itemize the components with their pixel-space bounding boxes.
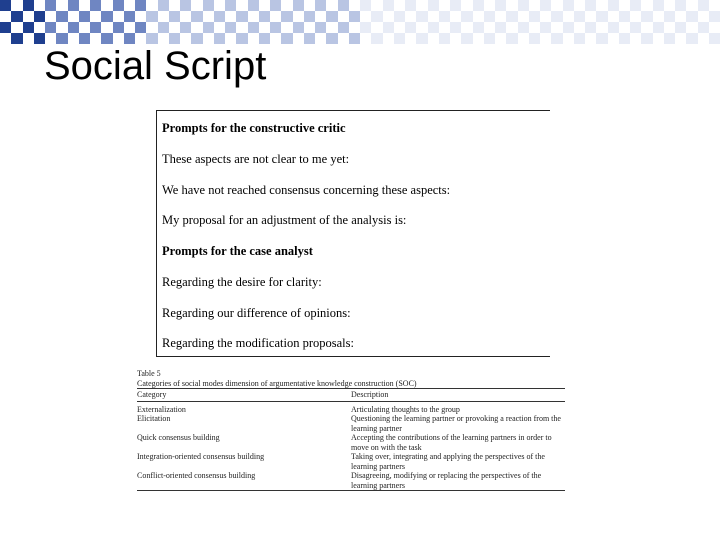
slide-title: Social Script [44, 44, 267, 88]
checker-cell [79, 22, 90, 33]
checker-cell [686, 0, 697, 11]
checker-cell [293, 0, 304, 11]
checker-cell [79, 11, 90, 22]
checker-cell [383, 33, 394, 44]
checker-cell [214, 11, 225, 22]
checker-cell [248, 0, 259, 11]
checker-cell [506, 0, 517, 11]
checker-cell [675, 33, 686, 44]
checker-cell [529, 0, 540, 11]
checker-cell [383, 22, 394, 33]
checker-cell [439, 11, 450, 22]
row-description: Disagreeing, modifying or replacing the perspectives of the learning partners [351, 471, 542, 490]
header-description: Description [351, 390, 389, 399]
checker-cell [574, 33, 585, 44]
checker-cell [180, 11, 191, 22]
checker-cell [709, 22, 720, 33]
checker-cell [518, 22, 529, 33]
checker-cell [349, 33, 360, 44]
checker-cell [11, 0, 22, 11]
checker-cell [56, 22, 67, 33]
table-row [137, 414, 565, 433]
checker-cell [326, 33, 337, 44]
checker-cell [124, 22, 135, 33]
prompt-line: We have not reached consensus concerning these aspects: [162, 183, 451, 197]
checker-cell [416, 0, 427, 11]
checker-cell [450, 0, 461, 11]
checker-cell [394, 33, 405, 44]
checker-cell [304, 22, 315, 33]
checker-cell [45, 22, 56, 33]
checker-cell [203, 22, 214, 33]
checker-cell [0, 0, 11, 11]
checker-cell [473, 0, 484, 11]
checker-cell [540, 0, 551, 11]
checker-cell [495, 11, 506, 22]
checker-cell [293, 33, 304, 44]
checker-cell [225, 11, 236, 22]
checker-cell [450, 33, 461, 44]
checker-cell [0, 11, 11, 22]
checker-cell [416, 22, 427, 33]
checker-cell [698, 22, 709, 33]
checker-cell [180, 22, 191, 33]
checker-cell [619, 33, 630, 44]
checker-cell [506, 22, 517, 33]
prompt-heading: Prompts for the constructive critic [162, 121, 346, 135]
checker-cell [563, 33, 574, 44]
checker-cell [551, 0, 562, 11]
checker-cell [68, 11, 79, 22]
row-category: Elicitation [137, 414, 171, 423]
checker-cell [461, 11, 472, 22]
checker-cell [349, 22, 360, 33]
checker-cell [169, 11, 180, 22]
checker-cell [248, 11, 259, 22]
checker-cell [563, 11, 574, 22]
table-bottom-rule [137, 490, 565, 491]
checker-cell [428, 22, 439, 33]
checker-cell [45, 11, 56, 22]
checker-cell [653, 22, 664, 33]
checker-cell [236, 22, 247, 33]
checker-cell [641, 22, 652, 33]
checker-cell [113, 11, 124, 22]
checker-cell [236, 0, 247, 11]
checker-cell [23, 0, 34, 11]
checker-cell [439, 22, 450, 33]
checker-cell [641, 33, 652, 44]
checker-cell [450, 11, 461, 22]
checker-cell [338, 33, 349, 44]
checker-cell [405, 22, 416, 33]
checker-cell [34, 22, 45, 33]
checker-cell [675, 22, 686, 33]
checker-cell [371, 22, 382, 33]
checker-cell [473, 22, 484, 33]
row-description: Articulating thoughts to the group [351, 404, 460, 414]
checker-cell [304, 33, 315, 44]
checker-cell [56, 11, 67, 22]
checker-cell [461, 0, 472, 11]
checker-cell [428, 11, 439, 22]
checker-cell [281, 0, 292, 11]
checker-cell [518, 0, 529, 11]
prompt-box [156, 110, 550, 357]
checker-cell [11, 22, 22, 33]
checker-cell [608, 33, 619, 44]
checker-cell [416, 33, 427, 44]
checker-cell [349, 11, 360, 22]
checker-cell [439, 0, 450, 11]
checker-cell [506, 33, 517, 44]
checker-cell [90, 0, 101, 11]
table-row [137, 452, 565, 471]
checker-cell [641, 0, 652, 11]
checker-cell [630, 0, 641, 11]
checker-cell [608, 11, 619, 22]
checker-cell [653, 0, 664, 11]
checker-cell [664, 22, 675, 33]
table-row [137, 405, 565, 415]
checker-cell [529, 22, 540, 33]
row-category: Externalization [137, 404, 186, 414]
checker-cell [135, 22, 146, 33]
row-category: Quick consensus building [137, 433, 220, 442]
checker-cell [169, 22, 180, 33]
checker-cell [34, 11, 45, 22]
checker-cell [101, 0, 112, 11]
checker-cell [79, 0, 90, 11]
checker-cell [461, 22, 472, 33]
checker-cell [574, 22, 585, 33]
checker-cell [101, 22, 112, 33]
checker-cell [326, 22, 337, 33]
row-category: Conflict-oriented consensus building [137, 471, 256, 480]
checker-cell [158, 22, 169, 33]
checker-cell [473, 33, 484, 44]
prompt-line: Regarding the desire for clarity: [162, 275, 322, 289]
checker-cell [371, 0, 382, 11]
checker-cell [394, 22, 405, 33]
checker-cell [236, 11, 247, 22]
checker-cell [214, 0, 225, 11]
checker-cell [495, 33, 506, 44]
checker-cell [405, 33, 416, 44]
checker-cell [270, 33, 281, 44]
checker-cell [23, 11, 34, 22]
checker-cell [506, 11, 517, 22]
checker-cell [428, 0, 439, 11]
checker-cell [90, 11, 101, 22]
checker-cell [315, 0, 326, 11]
checker-cell [484, 33, 495, 44]
checker-cell [383, 0, 394, 11]
checker-cell [551, 33, 562, 44]
checker-cell [146, 22, 157, 33]
checker-cell [484, 0, 495, 11]
checker-cell [405, 0, 416, 11]
checker-cell [191, 22, 202, 33]
checker-cell [596, 0, 607, 11]
checker-cell [608, 22, 619, 33]
checker-cell [484, 11, 495, 22]
checker-cell [34, 0, 45, 11]
checker-cell [709, 33, 720, 44]
checker-cell [259, 0, 270, 11]
checker-cell [68, 0, 79, 11]
checker-cell [484, 22, 495, 33]
table-body [137, 402, 565, 491]
checker-cell [461, 33, 472, 44]
checker-cell [248, 22, 259, 33]
checker-cell [473, 11, 484, 22]
prompt-line: My proposal for an adjustment of the analysis is: [162, 213, 407, 227]
checker-cell [304, 0, 315, 11]
checker-cell [619, 22, 630, 33]
checker-cell [563, 22, 574, 33]
checker-cell [90, 22, 101, 33]
checker-cell [338, 22, 349, 33]
checker-cell [180, 0, 191, 11]
checker-cell [68, 22, 79, 33]
prompt-heading: Prompts for the case analyst [162, 244, 313, 258]
checker-cell [338, 0, 349, 11]
checker-cell [563, 0, 574, 11]
checker-cell [0, 33, 11, 44]
prompt-line: Regarding the modification proposals: [162, 336, 354, 350]
checker-cell [450, 22, 461, 33]
checker-cell [709, 11, 720, 22]
checker-cell [540, 11, 551, 22]
checker-cell [270, 22, 281, 33]
checker-cell [416, 11, 427, 22]
checker-cell [428, 33, 439, 44]
checker-cell [124, 0, 135, 11]
checker-cell [146, 11, 157, 22]
checker-cell [630, 33, 641, 44]
checker-cell [315, 11, 326, 22]
checker-cell [405, 11, 416, 22]
checker-cell [585, 0, 596, 11]
checker-cell [326, 0, 337, 11]
checker-cell [23, 22, 34, 33]
checker-cell [315, 33, 326, 44]
table-header-row [137, 389, 565, 401]
checker-cell [698, 33, 709, 44]
checker-cell [371, 33, 382, 44]
checker-cell [371, 11, 382, 22]
checker-cell [495, 22, 506, 33]
checker-cell [675, 0, 686, 11]
checker-cell [596, 33, 607, 44]
checker-cell [281, 11, 292, 22]
checker-cell [169, 0, 180, 11]
checker-cell [698, 0, 709, 11]
checker-cell [326, 11, 337, 22]
checker-cell [551, 11, 562, 22]
checker-cell [281, 33, 292, 44]
checker-cell [349, 0, 360, 11]
checker-cell [394, 0, 405, 11]
checker-cell [191, 11, 202, 22]
checker-cell [259, 11, 270, 22]
checker-cell [124, 11, 135, 22]
checker-cell [709, 0, 720, 11]
checker-cell [270, 0, 281, 11]
table-caption: Categories of social modes dimension of argumentative knowledge construction (SOC) [137, 378, 417, 388]
checker-cell [113, 22, 124, 33]
checker-cell [360, 33, 371, 44]
row-description: Accepting the contributions of the learning partners in order to move on with the task [351, 433, 552, 452]
prompt-line: Regarding our difference of opinions: [162, 306, 351, 320]
checker-cell [56, 0, 67, 11]
checker-cell [270, 11, 281, 22]
checker-cell [596, 22, 607, 33]
checker-cell [619, 11, 630, 22]
checker-cell [664, 0, 675, 11]
checker-cell [686, 22, 697, 33]
checker-cell [529, 11, 540, 22]
checker-cell [135, 0, 146, 11]
checker-cell [214, 22, 225, 33]
row-category: Integration-oriented consensus building [137, 452, 265, 461]
checker-cell [360, 0, 371, 11]
checker-cell [158, 0, 169, 11]
checker-cell [574, 11, 585, 22]
table-row [137, 471, 565, 490]
checker-cell [664, 33, 675, 44]
checker-cell [540, 22, 551, 33]
checker-cell [45, 0, 56, 11]
checker-cell [495, 0, 506, 11]
checker-cell [259, 22, 270, 33]
checker-cell [641, 11, 652, 22]
checker-cell [360, 22, 371, 33]
checker-cell [608, 0, 619, 11]
checker-cell [653, 33, 664, 44]
checker-cell [293, 11, 304, 22]
checker-cell [686, 11, 697, 22]
checker-cell [281, 22, 292, 33]
checker-cell [394, 11, 405, 22]
checker-cell [146, 0, 157, 11]
checker-cell [0, 22, 11, 33]
checker-cell [203, 11, 214, 22]
checker-cell [686, 33, 697, 44]
table-row [137, 433, 565, 452]
decorative-checker-strip [0, 0, 720, 44]
checker-cell [698, 11, 709, 22]
checker-cell [585, 11, 596, 22]
checker-cell [158, 11, 169, 22]
checker-cell [675, 11, 686, 22]
checker-cell [551, 22, 562, 33]
checker-cell [574, 0, 585, 11]
checker-cell [191, 0, 202, 11]
checker-cell [203, 0, 214, 11]
checker-cell [596, 11, 607, 22]
checker-cell [315, 22, 326, 33]
checker-cell [653, 11, 664, 22]
checker-cell [113, 0, 124, 11]
checker-cell [135, 11, 146, 22]
checker-cell [360, 11, 371, 22]
checker-cell [293, 22, 304, 33]
checker-cell [225, 22, 236, 33]
checker-cell [630, 11, 641, 22]
checker-cell [518, 33, 529, 44]
checker-cell [11, 11, 22, 22]
checker-cell [304, 11, 315, 22]
checker-cell [338, 11, 349, 22]
checker-cell [11, 33, 22, 44]
checker-cell [23, 33, 34, 44]
checker-cell [518, 11, 529, 22]
soc-table [137, 369, 565, 491]
checker-cell [664, 11, 675, 22]
row-description: Taking over, integrating and applying the perspectives of the learning partners [351, 452, 545, 471]
table-label: Table 5 [137, 369, 161, 378]
checker-cell [585, 22, 596, 33]
checker-cell [439, 33, 450, 44]
header-category: Category [137, 390, 167, 399]
checker-cell [619, 0, 630, 11]
checker-cell [383, 11, 394, 22]
row-description: Questioning the learning partner or provoking a reaction from the learning partner [351, 414, 561, 433]
checker-cell [540, 33, 551, 44]
checker-cell [585, 33, 596, 44]
prompt-line: These aspects are not clear to me yet: [162, 152, 350, 166]
checker-cell [225, 0, 236, 11]
checker-cell [630, 22, 641, 33]
checker-cell [101, 11, 112, 22]
checker-cell [529, 33, 540, 44]
